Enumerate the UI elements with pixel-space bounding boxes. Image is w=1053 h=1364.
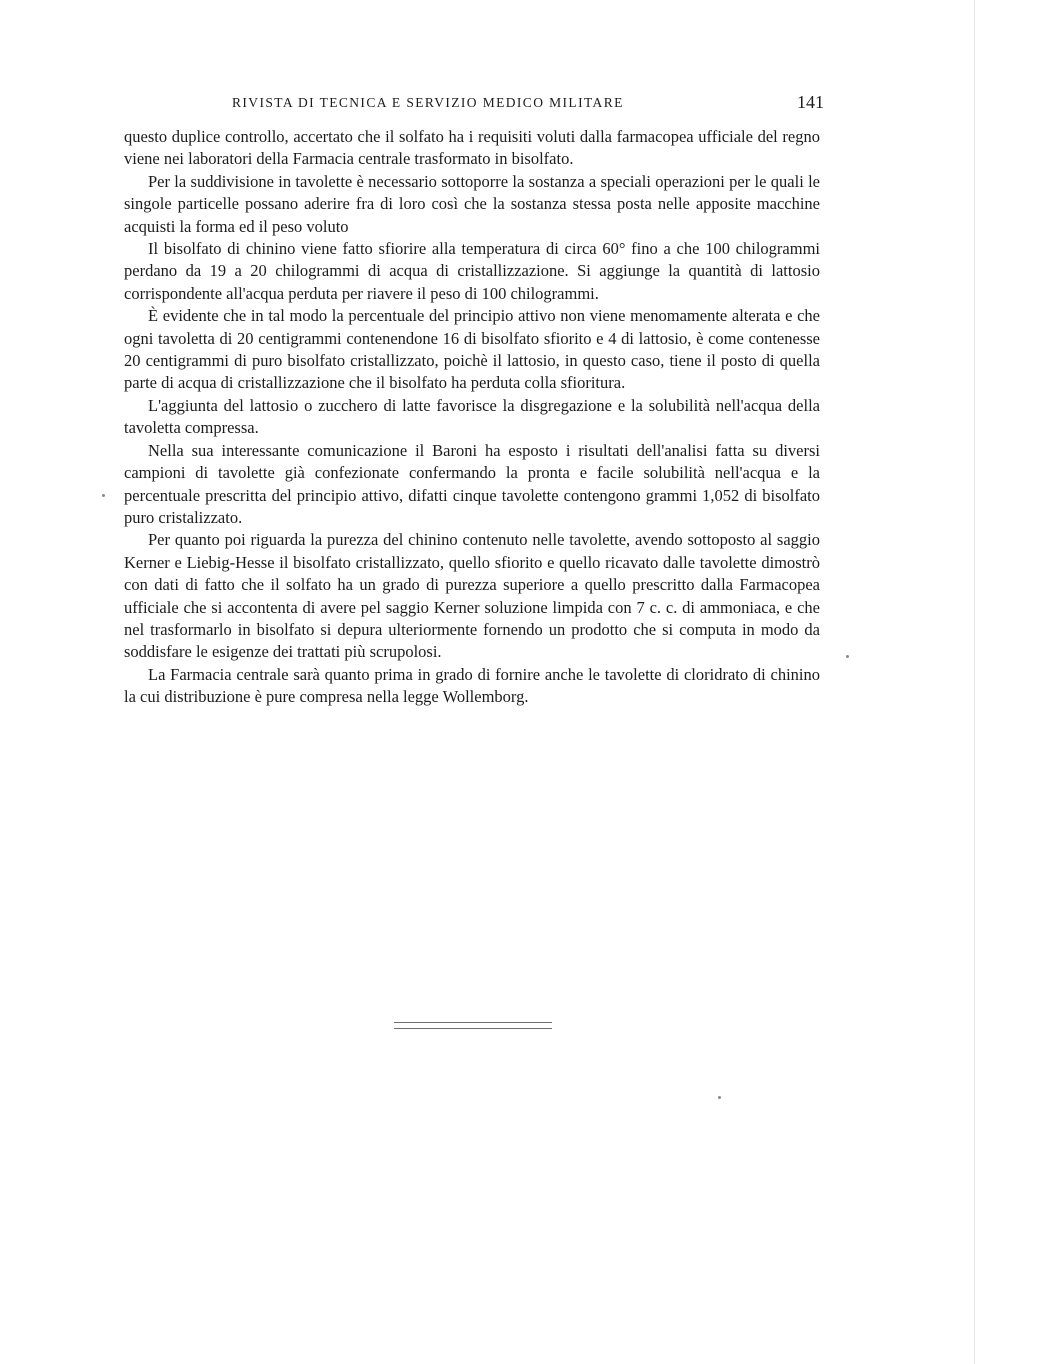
- scan-speck: [102, 494, 105, 497]
- article-body: [124, 126, 820, 709]
- paragraph-6: Nella sua interessante comunicazione il Baroni ha esposto i risultati dell'analisi fatta su diversi campioni di tavolette già confezionate confermando la pronta e facile solubilità nell'acqua e la percentuale prescritta del principio attivo, difatti cinque tavolette contengono grammi 1,052 di bisolfato puro cristalizzato.: [124, 440, 820, 527]
- page-header: [232, 92, 824, 116]
- paragraph-4: È evidente che in tal modo la percentuale del principio attivo non viene menomamente alterata e che ogni tavoletta di 20 centigrammi contenendone 16 di bisolfato sfiorito e 4 di lattosio, è come contenesse 20 centigrammi di puro bisolfato cristallizzato, poichè il lattosio, in questo caso, tiene il posto di quella parte di acqua di cristallizzazione che il bisolfato ha perduta colla sfioritura.: [124, 306, 820, 393]
- scan-speck: [846, 655, 849, 658]
- scan-speck: [718, 1096, 721, 1099]
- paragraph-7: Per quanto poi riguarda la purezza del chinino contenuto nelle tavolette, avendo sottoposto al saggio Kerner e Liebig-Hesse il bisolfato cristallizzato, quello sfiorito e quello ricavato dalle tavolette dimostrò con dati di fatto che il solfato ha un grado di purezza superiore a quello prescritto dalla Farmacopea ufficiale che si accontenta di avere pel saggio Kerner soluzione limpida con 7 c. c. di ammoniaca, e che nel trasformarlo in bisolfato si depura ulteriormente fornendo un prodotto che si computa in modo da soddisfare le esigenze dei trattati più scrupolosi.: [124, 530, 820, 662]
- paragraph-8: La Farmacia centrale sarà quanto prima in grado di fornire anche le tavolette di cloridrato di chinino la cui distribuzione è pure compresa nella legge Wollemborg.: [124, 664, 820, 707]
- paragraph-1: questo duplice controllo, accertato che il solfato ha i requisiti voluti dalla farmacopea ufficiale del regno viene nei laboratori della Farmacia centrale trasformato in bisolfato.: [124, 127, 820, 169]
- paragraph-3: Il bisolfato di chinino viene fatto sfiorire alla temperatura di circa 60° fino a che 100 chilogrammi perdano da 19 a 20 chilogrammi di acqua di cristallizzazione. Si aggiunge la quantità di lattosio corrispondente all'acqua perduta per riavere il peso di 100 chilogrammi.: [124, 239, 820, 303]
- page-number: 141: [797, 92, 824, 112]
- running-title: RIVISTA DI TECNICA E SERVIZIO MEDICO MILITARE: [232, 95, 624, 110]
- section-end-rule: [394, 1028, 552, 1029]
- paragraph-2: Per la suddivisione in tavolette è necessario sottoporre la sostanza a speciali operazioni per le quali le singole particelle possano aderire fra di loro così che la sostanza stessa posta nelle apposite macchine acquisti la forma ed il peso voluto: [124, 171, 820, 236]
- page-edge-shadow: [974, 0, 975, 1364]
- section-end-rule: [394, 1022, 552, 1023]
- paragraph-5: L'aggiunta del lattosio o zucchero di latte favorisce la disgregazione e la solubilità nell'acqua della tavoletta compressa.: [124, 395, 820, 438]
